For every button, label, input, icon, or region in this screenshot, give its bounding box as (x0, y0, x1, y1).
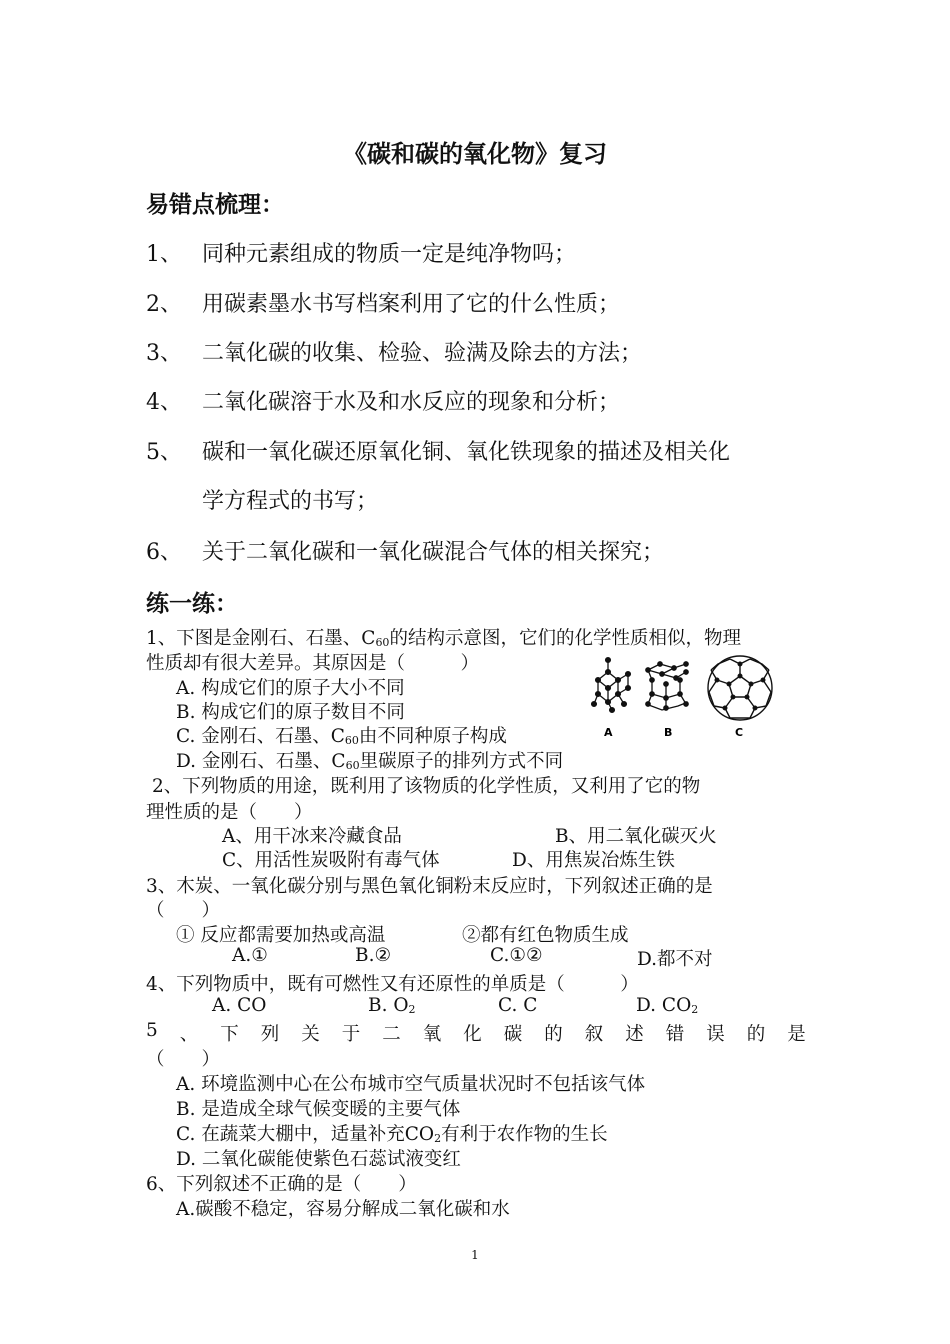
point-text: 二氧化碳的收集、检验、验满及除去的方法； (202, 341, 643, 366)
q4-option-b: B. $O_2$ (368, 995, 416, 1016)
page-title: 《碳和碳的氧化物》复习 (343, 139, 607, 168)
q3-statement-1: ① 反应都需要加热或高温 (176, 925, 386, 946)
q5-option-c: C. 在蔬菜大棚中，适量补充$CO_2$有利于农作物的生长 (176, 1124, 608, 1145)
q6-stem: 6、下列叙述不正确的是（ ） (146, 1174, 417, 1195)
q1-stem-line1: 1、下图是金刚石、石墨、$C_{60}$的结构示意图，它们的化学性质相似，物理 (146, 628, 741, 649)
q5-option-d: D. 二氧化碳能使紫色石蕊试液变红 (176, 1149, 461, 1170)
point-number: 1、 (146, 242, 182, 267)
point-text: 同种元素组成的物质一定是纯净物吗； (202, 242, 577, 267)
q1-option-c: C. 金刚石、石墨、$C_{60}$由不同种原子构成 (176, 726, 507, 747)
q3-option-d: D.都不对 (637, 949, 713, 970)
diamond-structure-icon (592, 658, 631, 713)
point-text: 用碳素墨水书写档案利用了它的什么性质； (202, 292, 621, 317)
q3-option-c: C.①② (490, 945, 543, 966)
q5-stem-line1: 5 、 下 列 关 于 二 氧 化 碳 的 叙 述 错 误 的 是 (146, 1020, 806, 1045)
point-text: 碳和一氧化碳还原氧化铜、氧化铁现象的描述及相关化 (202, 440, 731, 465)
q1-option-a: A. 构成它们的原子大小不同 (176, 678, 405, 699)
q5-option-a: A. 环境监测中心在公布城市空气质量状况时不包括该气体 (176, 1074, 646, 1095)
q3-stem-line1: 3、木炭、一氧化碳分别与黑色氧化铜粉末反应时，下列叙述正确的是 (146, 876, 713, 897)
q4-stem: 4、下列物质中，既有可燃性又有还原性的单质是（ ） (146, 974, 639, 995)
point-number: 2、 (146, 292, 182, 317)
point-number: 5、 (146, 440, 182, 465)
point-number: 6、 (146, 540, 182, 565)
q5-option-b: B. 是造成全球气候变暖的主要气体 (176, 1099, 461, 1120)
section-heading-practice: 练一练： (146, 590, 238, 617)
q6-option-a: A.碳酸不稳定，容易分解成二氧化碳和水 (176, 1199, 510, 1220)
q5-stem-line2: （ ） (146, 1049, 221, 1070)
q1-option-b: B. 构成它们的原子数目不同 (176, 702, 405, 723)
q3-option-b: B.② (355, 945, 392, 966)
point-text: 二氧化碳溶于水及和水反应的现象和分析； (202, 390, 621, 415)
q4-option-c: C. C (498, 995, 538, 1016)
point-text: 关于二氧化碳和一氧化碳混合气体的相关探究； (202, 540, 665, 565)
q2-option-c: C、用活性炭吸附有毒气体 (222, 850, 440, 871)
q4-option-d: D. $CO_2$ (636, 995, 699, 1016)
figure-label-c: C (735, 726, 744, 739)
graphite-structure-icon (646, 662, 688, 710)
q1-option-d: D. 金刚石、石墨、$C_{60}$里碳原子的排列方式不同 (176, 751, 564, 772)
figure-label-a: A (604, 726, 613, 739)
q2-option-a: A、用干冰来冷藏食品 (222, 826, 402, 847)
c60-fullerene-icon (708, 656, 772, 720)
q3-option-a: A.① (232, 945, 268, 966)
q4-option-a: A. CO (212, 995, 267, 1016)
q2-option-d: D、用焦炭冶炼生铁 (512, 850, 675, 871)
point-number: 3、 (146, 341, 182, 366)
q2-option-b: B、用二氧化碳灭火 (555, 826, 717, 847)
q3-statement-2: ②都有红色物质生成 (462, 925, 629, 946)
figure-label-b: B (664, 726, 673, 739)
q2-stem-line2: 理性质的是（ ） (146, 802, 313, 823)
q1-stem-line2: 性质却有很大差异。其原因是（ ） (146, 653, 480, 674)
carbon-structures-figure (590, 652, 790, 747)
point-number: 4、 (146, 390, 182, 415)
q2-stem-line1: 2、下列物质的用途，既利用了该物质的化学性质，又利用了它的物 (152, 776, 701, 797)
q3-stem-line2: （ ） (146, 900, 221, 921)
page-number: 1 (471, 1248, 479, 1262)
point-text-continued: 学方程式的书写； (202, 489, 379, 514)
section-heading-review: 易错点梳理： (146, 191, 284, 218)
